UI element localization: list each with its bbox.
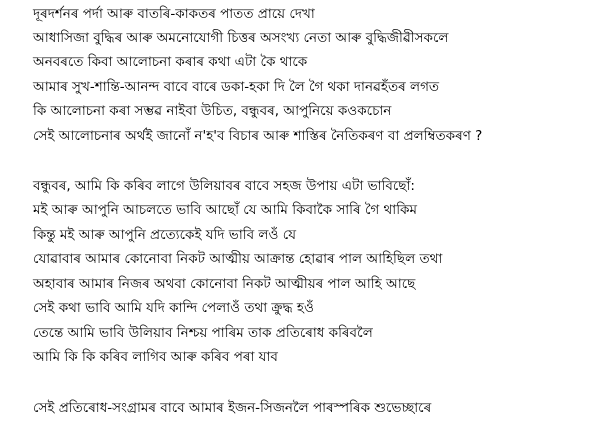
poem-line: কি আলোচনা কৰা সম্ভৱ নাইবা উচিত, বন্ধুবৰ, আপুনিয়ে কওকচোন (33, 103, 392, 119)
poem-line: তেন্তে আমি ভাবি উলিয়াব নিশ্চয় পাৰিম তাক প্ৰতিৰোধ কৰিবলৈ (33, 325, 373, 341)
poem-line: আমাৰ সুখ-শান্তি-আনন্দ বাবে বাৰে ডকা-হকা দি লৈ গৈ থকা দানৱহঁতৰ লগত (33, 79, 440, 95)
poem-line: আধাসিজা বুদ্ধিৰ আৰু অমনোযোগী চিত্তৰ অসংখ্য নেতা আৰু বুদ্ধিজীৱীসকলে (33, 30, 449, 46)
poem-line: দূৰদৰ্শনৰ পৰ্দা আৰু বাতৰি-কাকতৰ পাতত প্ৰায়ে দেখা (33, 6, 315, 22)
poem-line: মই আৰু আপুনি আচলতে ভাবি আছোঁ যে আমি কিবাকৈ সাৰি গৈ থাকিম (33, 202, 418, 218)
poem-line: সেই কথা ভাবি আমি যদি কান্দি পেলাওঁ তথা ক্ৰুদ্ধ হওঁ (33, 300, 314, 316)
poem-line: যোৱাবাৰ আমাৰ কোনোবা নিকট আত্মীয় আক্ৰান্ত হোৱাৰ পাল আহিছিল তথা (33, 251, 443, 267)
poem-line: অহাবাৰ আমাৰ নিজৰ অথবা কোনোবা নিকট আত্মীয়ৰ পাল আহি আছে (33, 276, 416, 292)
poem-line: কিন্তু মই আৰু আপুনি প্ৰত্যেকেই যদি ভাবি লওঁ যে (33, 227, 296, 243)
poem-line: বন্ধুবৰ, আমি কি কৰিব লাগে উলিয়াবৰ বাবে সহজ উপায় এটা ভাবিছোঁ: (33, 178, 415, 194)
poem-line: অনবৰতে কিবা আলোচনা কৰাৰ কথা এটা কৈ থাকে (33, 54, 308, 70)
poem-line: সেই আলোচনাৰ অৰ্থই জানোঁ ন'হ'ব বিচাৰ আৰু শাস্তিৰ নৈতিকৰণ বা প্ৰলম্বিতকৰণ ? (33, 128, 483, 144)
poem-line: আমি কি কি কৰিব লাগিব আৰু কৰিব পৰা যাব (33, 349, 278, 365)
poem-line: সেই প্ৰতিৰোধ-সংগ্ৰামৰ বাবে আমাৰ ইজন-সিজনলৈ পাৰস্পৰিক শুভেচ্ছাৰে (33, 400, 432, 416)
